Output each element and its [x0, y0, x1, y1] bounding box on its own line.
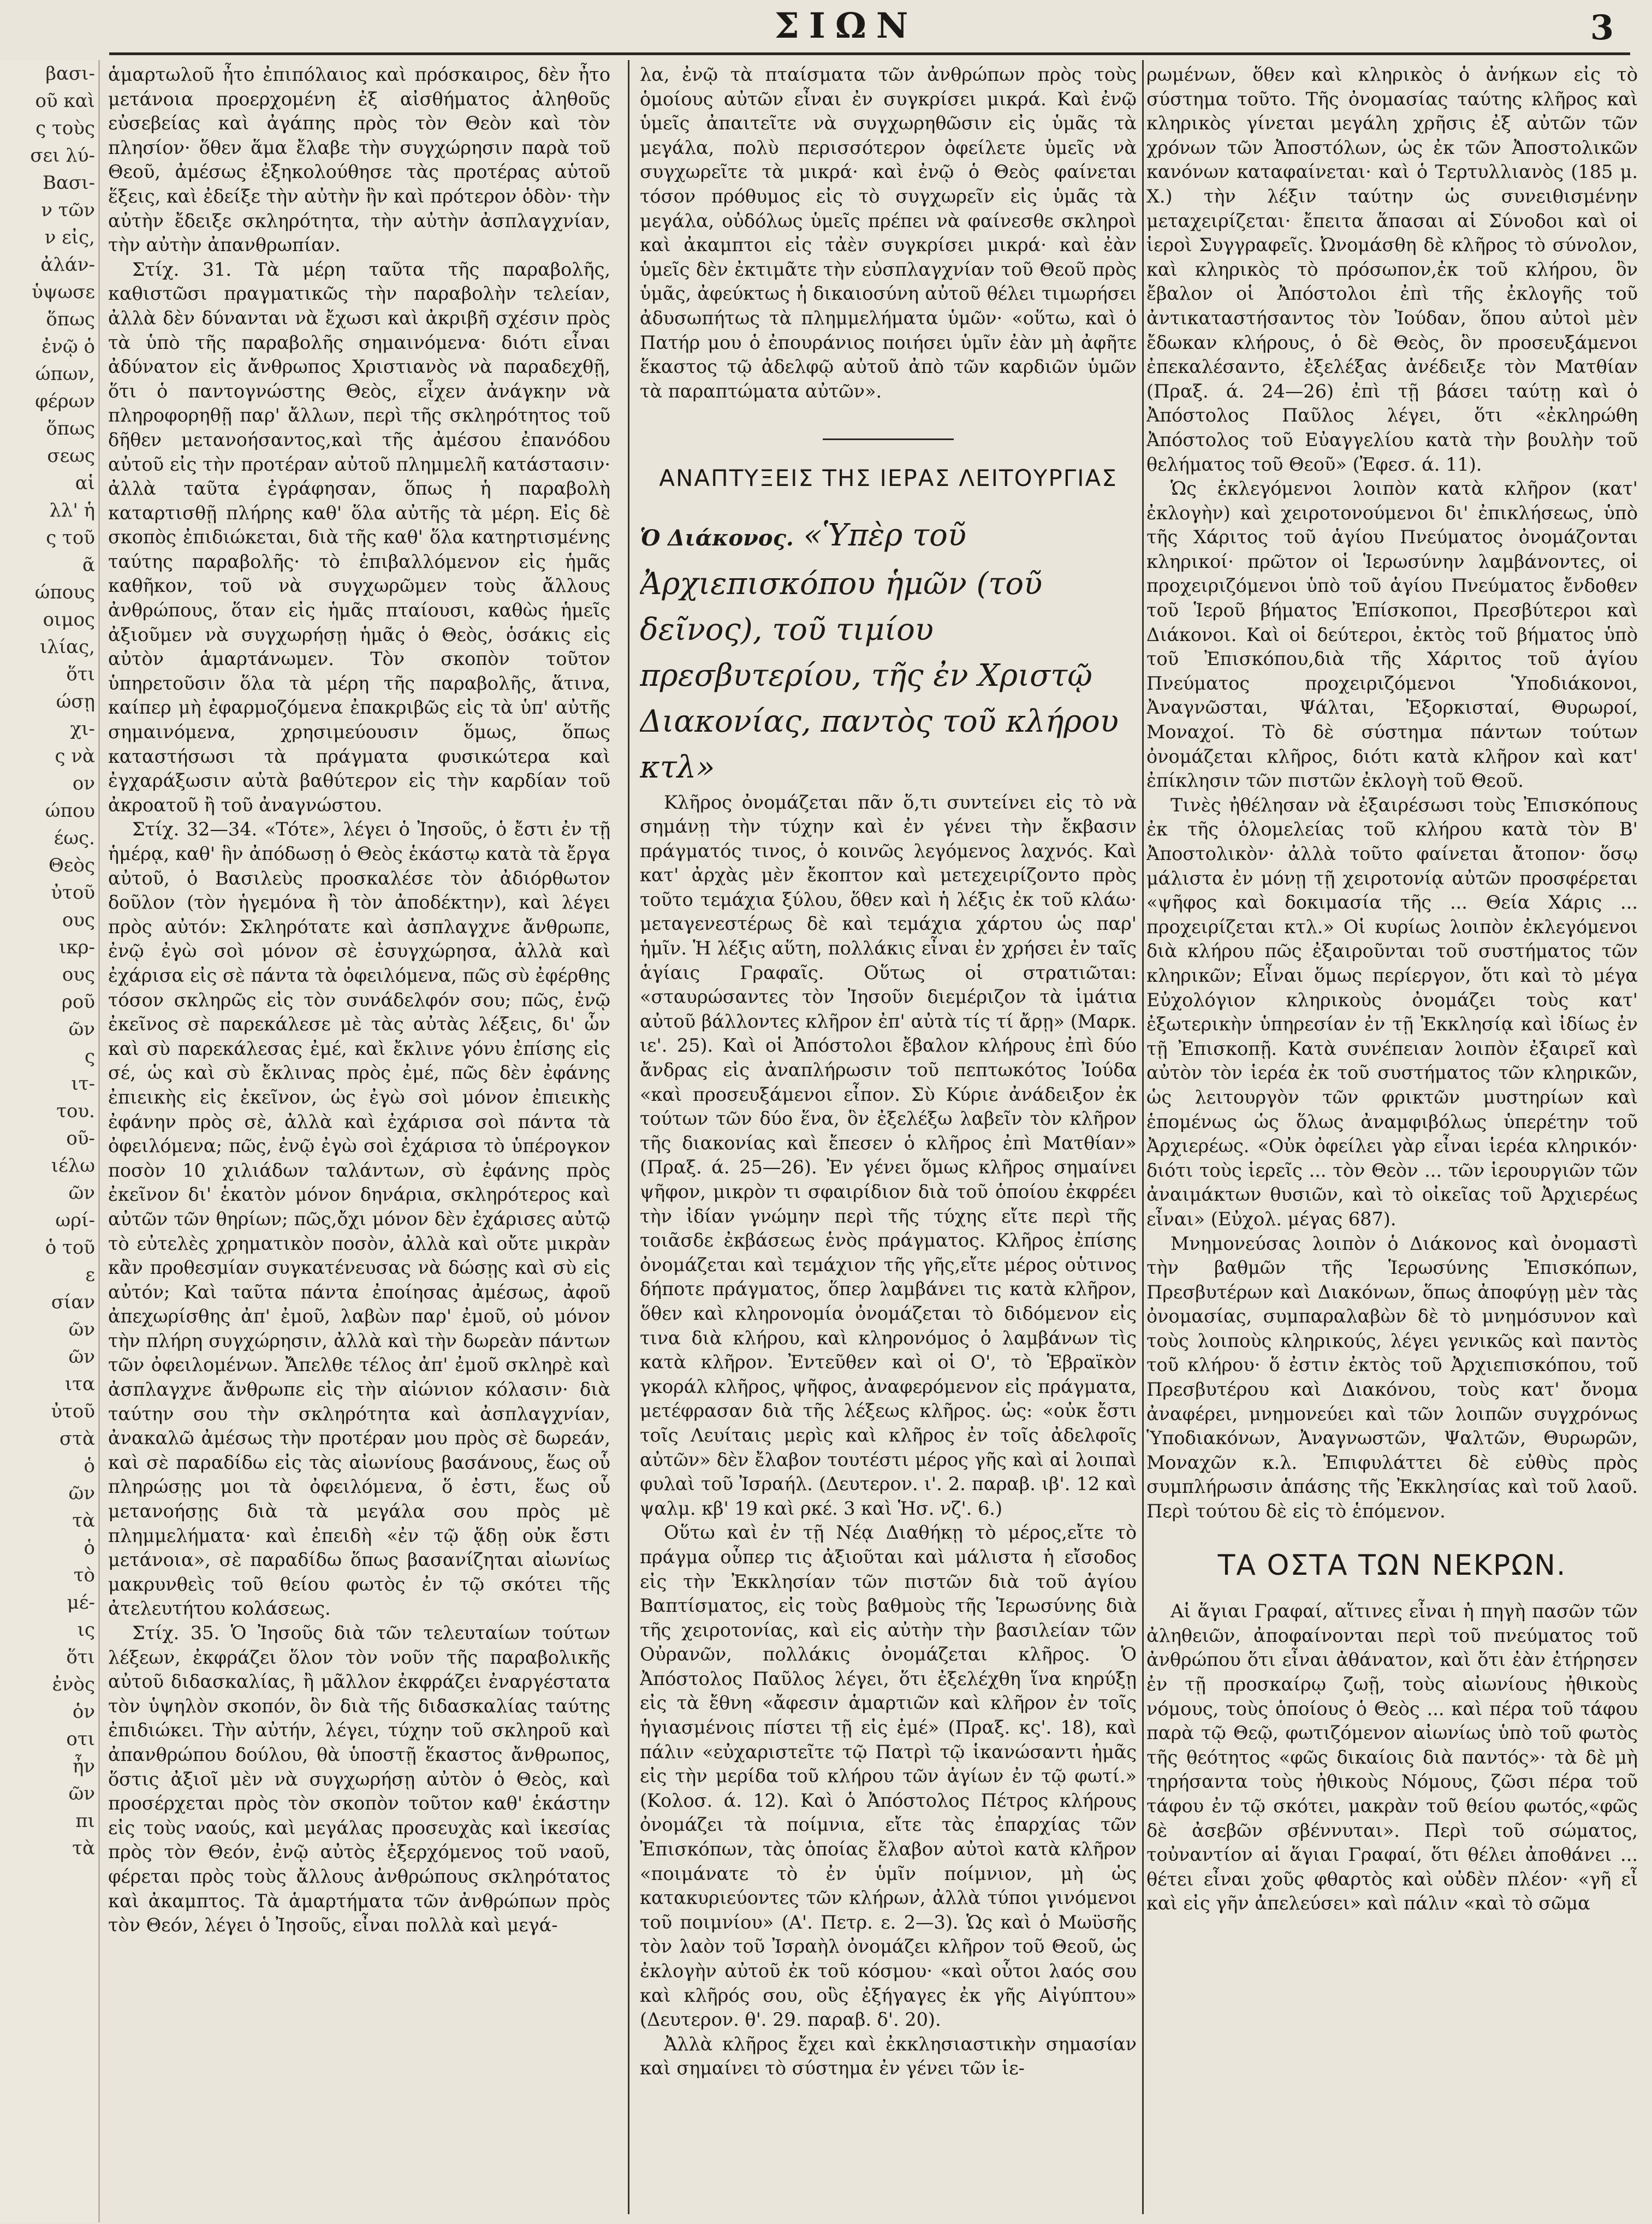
liturgy-section-heading: ΑΝΑΠΤΥΞΕΙΣ ΤΗΣ ΙΕΡΑΣ ΛΕΙΤΟΥΡΓΙΑΣ [659, 464, 1118, 491]
margin-fragment: βασι- [45, 63, 95, 85]
margin-fragment: ς [84, 1046, 95, 1067]
margin-fragment: του. [56, 1100, 95, 1122]
margin-fragment: ώπων, [35, 363, 95, 385]
margin-fragment: σίαν [51, 1291, 95, 1313]
col2-paragraph: λα, ἐνῷ τὰ πταίσματα τῶν ἀνθρώπων πρὸς τοὺς ὁμοίους αὐτῶν εἶναι ἐν συγκρίσει μικρά. Καὶ ἐνῷ ὑμεῖς ἀπαιτεῖτε νὰ συγχωρηθῶσιν εἰς ὑμᾶς τὰ μεγάλα, πολὺ περισσότερον ὀφείλετε ὑμεῖς νὰ συγχωρεῖτε τὰ μικρά· καὶ ἐνῷ ὁ Θεὸς φαίνεται τόσον πρόθυμος εἰς τὸ συγχωρεῖν εἰς ὑμᾶς τὰ μεγάλα, οὐδόλως ὑμεῖς πρέπει νὰ φαίνεσθε σκληροὶ καὶ ἀκαμπτοι εἰς τἀὲν συγκρίσει μικρά· καὶ ἐὰν ὑμεῖς δὲν ἐκτιμᾶτε τὴν εὐσπλαγχνίαν τοῦ Θεοῦ πρὸς ὑμᾶς, ἀφεύκτως ἡ δικαιοσύνη αὐτοῦ θέλει τιμωρήσει ἀδυσωπήτως τὰ πλημμελήματα ὑμῶν· «οὕτω, καὶ ὁ Πατήρ μου ὁ ἐπουράνιος ποιήσει ὑμῖν ἐὰν μὴ ἀφῆτε ἕκαστος τῷ ἀδελφῷ αὐτοῦ ἀπὸ τῶν καρδιῶν ὑμῶν τὰ παραπτώματα αὐτῶν». [640, 64, 1137, 402]
margin-fragment: ιτ- [71, 1073, 95, 1095]
margin-fragment: οῦ καὶ [35, 90, 95, 112]
margin-fragment: λλ' ἡ [49, 500, 95, 521]
margin-fragment: ἀλάν- [40, 254, 95, 276]
col3-paragraph: Τινὲς ἠθέλησαν νὰ ἐξαιρέσωσι τοὺς Ἐπισκόπους ἐκ τῆς ὁλομελείας τοῦ κλήρου κατὰ τὸν Β' Ἀποστολικὸν· ἀλλὰ τοῦτο φαίνεται ἄτοπον· ὅσῳ μάλιστα ἐν μόνῃ τῇ χειροτονίᾳ αὐτῶν προσφέρεται «ψῆφος καὶ δοκιμασία τῆς ... Θεία Χάρις ... προχειρίζεται κτλ.» Οἱ κυρίως λοιπὸν ἐκλεγόμενοι διὰ κλήρου πῶς ἐξαιροῦνται τοῦ συστήματος τῶν κληρικῶν; Εἶναι ὅμως περίεργον, ὅτι καὶ τὸ μέγα Εὐχολόγιον κληρικοὺς ὀνομάζει τοὺς κατ' ἐξωτερικὴν ὑπηρεσίαν ἐν τῇ Ἐκκλησίᾳ καὶ ἰδίως ἐν τῇ Ἐπισκοπῇ. Κατὰ συνέπειαν λοιπὸν ἐξαιρεῖ καὶ αὐτὸν τὸν ἱερέα ἐκ τοῦ συστήματος τῶν κληρικῶν, ὡς λειτουργὸν τῶν φρικτῶν μυστηρίων καὶ ἑπομένως ὡς ὅλως ἀναμφιβόλως ὑπερέτην τοῦ Ἀρχιερέως. «Οὐκ ὀφείλει γὰρ εἶναι ἱερέα κληρικόν· διότι τοὺς ἱερεῖς ... τὸν Θεὸν ... τῶν ἱερουργιῶν τῶν ἀναιμάκτων θυσιῶν, καὶ τὸ οἰκεῖας τοῦ Ἀρχιερέως εἶναι» (Εὐχολ. μέγας 687). [1146, 794, 1638, 1230]
margin-fragment: ῶν [68, 1018, 95, 1040]
page-header [22, 5, 1630, 52]
margin-fragment: μέ- [67, 1592, 95, 1614]
column-divider-2 [1142, 60, 1144, 2214]
col1-paragraph: Στίχ. 35. Ὁ Ἰησοῦς διὰ τῶν τελευταίων τούτων λέξεων, ἐκφράζει ὅλον τὸν νοῦν τῆς παραβολικῆς αὐτοῦ διδασκαλίας, ἢ μᾶλλον ἐκφράζει ἐναργέστατα τὸν ὑψηλὸν σκοπόν, ὃν διὰ τῆς διδασκαλίας ταύτης ἐπιδιώκει. Τὴν αὐτήν, λέγει, τύχην τοῦ σκληροῦ καὶ ἀπανθρώπου δούλου, θὰ ὑποστῇ ἕκαστος ἄνθρωπος, ὅστις ἀξιοῖ μὲν νὰ συγχωρήσῃ αὐτὸν ὁ Θεὸς, καὶ προσέρχεται πρὸς τὸν σκοπὸν τοῦτον καθ' ἑκάστην εἰς τοὺς ναούς, καὶ μεγάλας προσευχὰς καὶ ἱκεσίας πρὸς τὸν Θεόν, ἐνῷ αὐτὸς ἐξερχόμενος τοῦ ναοῦ, φέρεται πρὸς τοὺς ἄλλους ἀνθρώπους σκληρότατος καὶ ἀκαμπτος. Τὰ ἁμαρτήματα τῶν ἀνθρώπων πρὸς τὸν Θεόν, λέγει ὁ Ἰησοῦς, εἶναι πολλὰ καὶ μεγά- [108, 1622, 610, 1936]
margin-fragment: τὰ [72, 1510, 95, 1532]
margin-fragment: ὅπως [46, 418, 95, 440]
margin-fragment: τὸ [73, 1564, 95, 1586]
margin-fragment: ικρ- [58, 936, 95, 958]
col1-paragraph: Στίχ. 31. Τὰ μέρη ταῦτα τῆς παραβολῆς, καθιστῶσι πραγματικῶς τὴν παραβολὴν τελείαν, ἀλλὰ δὲν δύνανται νὰ ἔχωσι καὶ ἀκριβῆ σχέσιν πρὸς τὰ ὑπὸ τῆς παραβολῆς σημαινόμενα· διότι εἶναι ἀδύνατον εἰς ἄνθρωπος Χριστιανὸς νὰ παραδεχθῇ, ὅτι ὁ παντογνώστης Θεὸς, εἶχεν ἀνάγκην νὰ πληροφορηθῇ παρ' ἄλλων, περὶ τῆς σκληρότητος τοῦ δῆθεν μετανοήσαντος,καὶ τῆς ἀμέσου ἐπανόδου αὐτοῦ εἰς τὴν προτέραν αὐτοῦ πλημμελῆ κατάστασιν· ἀλλὰ ταῦτα ἐγράφησαν, ὅπως ἡ παραβολὴ καταρτισθῇ πλήρης καθ' ὅλα αὐτῆς τὰ μέρη. Εἰς δὲ σκοπὸς ἐπιδιώκεται, διὰ τῆς καθ' ὅλα κατηρτισμένης ταύτης παραβολῆς· τὸ ἐπιβαλλόμενον εἰς ἡμᾶς καθῆκον, τοῦ νὰ συγχωρῶμεν τοὺς ἄλλους ἀνθρώπους, ὅταν εἰς ἡμᾶς πταίουσι, καθὼς ἡμεῖς ἀξιοῦμεν νὰ συγχωρήσῃ ἡμᾶς ὁ Θεὸς, ὁσάκις εἰς αὐτὸν ἁμαρτάνωμεν. Τὸν σκοπὸν τοῦτον ὑπηρετοῦσιν ὅλα τὰ μέρη τῆς παραβολῆς, ἅτινα, καίπερ μὴ ἐφαρμοζόμενα ἐπακριβῶς εἰς τὰ ὑπ' αὐτῆς σημαινόμενα, χρησιμεύουσιν ὅμως, ὅπως καταστήσωσι τὰ πράγματα φυσικώτερα καὶ ἐγχαράξωσιν αὐτὰ βαθύτερον εἰς τὴν καρδίαν τοῦ ἀκροατοῦ ἢ τοῦ ἀναγνώστου. [108, 258, 610, 816]
margin-fragment: ῶν [68, 1482, 95, 1504]
margin-fragment: Βασι- [43, 172, 95, 194]
margin-fragment: ους [62, 909, 95, 931]
margin-fragment: Θεὸς [49, 855, 95, 876]
margin-fragment: ον [72, 773, 95, 794]
margin-fragment: οιμος [43, 609, 95, 631]
margin-fragment: πι [75, 1810, 95, 1832]
margin-fragment: ώπου [45, 800, 95, 822]
col1-paragraph: ἁμαρτωλοῦ ἦτο ἐπιπόλαιος καὶ πρόσκαιρος, δὲν ἦτο μετάνοια προερχομένη ἐξ αἰσθήματος ἀληθοῦς εὐσεβείας καὶ ἀγάπης πρὸς τὸν Θεὸν καὶ τὸν πλησίον· ὅθεν ἅμα ἔλαβε τὴν συγχώρησιν παρὰ τοῦ Θεοῦ, ἀμέσως ἐξηκολούθησε τὰς προτέρας αὑτοῦ ἕξεις, καὶ ἐδείξε τὴν αὐτὴν ἣν καὶ πρότερον ὁδὸν· τὴν αὐτὴν ἔδειξε σκληρότητα, τὴν αὐτὴν ἀσπλαγχνίαν, τὴν αὐτὴν ἀπανθρωπίαν. [108, 64, 610, 256]
margin-fragment: ους [62, 964, 95, 986]
col3-paragraph: Ὡς ἐκλεγόμενοι λοιπὸν κατὰ κλῆρον (κατ' ἐκλογὴν) καὶ χειροτονούμενοι δι' ἐπικλήσεως, ὑπὸ τῆς Χάριτος τοῦ ἁγίου Πνεύματος ὀνομάζονται κληρικοί· πρῶτον οἱ Ἱερωσύνην λαμβάνοντες, οἱ προχειριζόμενοι ὑπὸ τοῦ ἁγίου Πνεύματος ἔνδοθεν τοῦ Ἱεροῦ βήματος Ἐπίσκοποι, Πρεσβύτεροι καὶ Διάκονοι. Καὶ οἱ δεύτεροι, ἐκτὸς τοῦ βήματος ὑπὸ τοῦ Ἐπισκόπου,διὰ τῆς Χάριτος τοῦ ἁγίου Πνεύματος προχειριζόμενοι Ὑποδιάκονοι, Ἀναγνῶσται, Ψάλται, Ἐξορκισταί, Θυρωροί, Μοναχοί. Τὸ δὲ σύστημα πάντων τούτων ὀνομάζεται κλῆρος, διότι κατὰ κλῆρον καὶ κατ' ἐπίκλησιν τῶν πιστῶν ἐκλογὴ τοῦ Θεοῦ. [1146, 478, 1638, 792]
margin-fragment: ῶν [68, 1346, 95, 1368]
section-divider [640, 422, 1137, 447]
margin-fragment: ῶν [68, 1182, 95, 1204]
margin-fragment: ἐνὸς [52, 1674, 95, 1695]
margin-fragment: σει λύ- [30, 145, 95, 167]
margin-fragment: ωρί- [55, 1209, 95, 1231]
margin-fragment: ἦν [72, 1756, 95, 1777]
litany-quote-text: «Ὑπὲρ τοῦ Ἀρχιεπισκόπου ἡμῶν (τοῦ δεῖνος), τοῦ τιμίου πρεσβυτερίου, τῆς ἐν Χριστῷ Διακονίας, παντὸς τοῦ κλήρου κτλ» [640, 517, 1119, 785]
margin-fragment: ὁν [72, 1701, 95, 1723]
col2-paragraph: Οὕτω καὶ ἐν τῇ Νέᾳ Διαθήκῃ τὸ μέρος,εἴτε τὸ πράγμα οὗπερ τις ἀξιοῦται καὶ μάλιστα ἡ εἴσοδος εἰς τὴν Ἐκκλησίαν τῶν πιστῶν διὰ τοῦ ἁγίου Βαπτίσματος, εἰς τοὺς βαθμοὺς τῆς Ἱερωσύνης διὰ τῆς χειροτονίας, καὶ εἰς αὐτὴν τὴν βασιλείαν τῶν Οὐρανῶν, πολλάκις ὀνομάζεται κλῆρος. Ὁ Ἀπόστολος Παῦλος λέγει, ὅτι ἐξελέχθη ἵνα κηρύξῃ εἰς τὰ ἔθνη «ἄφεσιν ἁμαρτιῶν καὶ κλῆρον ἐν τοῖς ἡγιασμένοις πίστει τῇ εἰς ἐμέ» (Πραξ. κς'. 18), καὶ πάλιν «εὐχαριστεῖτε τῷ Πατρὶ τῷ ἱκανώσαντι ἡμᾶς εἰς τὴν μερίδα τοῦ κλήρου τῶν ἁγίων ἐν τῷ φωτί.» (Κολοσ. ά. 12). Καὶ ὁ Ἀπόστολος Πέτρος κλήρους ὀνομάζει τὰ ποίμνια, εἴτε τὰς ἐπαρχίας τῶν Ἐπισκόπων, τὰς ὁποίας ἔλαβον αὐτοὶ κατὰ κλῆρον «ποιμάνατε τὸ ἐν ὑμῖν ποίμνιον, μὴ ὡς κατακυριεύοντες τῶν κλήρων, ἀλλὰ τύποι γινόμενοι τοῦ ποιμνίου» (Α'. Πετρ. ε. 2—3). Ὡς καὶ ὁ Μωϋσῆς τὸν λαὸν τοῦ Ἰσραὴλ ὀνομάζει κλῆρον τοῦ Θεοῦ, ὡς ἐκλογὴν αὐτοῦ ἐκ τοῦ κόσμου· «καὶ οὗτοι λαός σου καὶ κλῆρός σου, οὓς ἐξήγαγες ἐκ γῆς Αἰγύπτου» (Δευτερον. θ'. 29. παραβ. δ'. 20). [640, 1522, 1137, 2031]
margin-fragment: στὰ [60, 1428, 95, 1450]
margin-fragment: ις [77, 1619, 95, 1641]
margin-fragment: ῶν [68, 1319, 95, 1341]
margin-fragment: οῦ- [66, 1128, 95, 1149]
col3-paragraph: ρωμένων, ὅθεν καὶ κληρικὸς ὁ ἀνήκων εἰς τὸ σύστημα τοῦτο. Τῆς ὀνομασίας ταύτης κλῆρος καὶ κληρικὸς γίνεται μεγάλη χρῆσις ἐξ αὐτῶν τῶν χρόνων τῶν Ἀποστόλων, ὡς ἐκ τῶν Ἀποστολικῶν κανόνων καταφαίνεται· καὶ ὁ Τερτυλλιανὸς (185 μ. Χ.) τὴν λέξιν ταύτην ὡς συνειθισμένην μεταχειρίζεται· ἔπειτα ἅπασαι αἱ Σύνοδοι καὶ οἱ ἱεροὶ Συγγραφεῖς. Ὠνομάσθη δὲ κλῆρος τὸ σύνολον, καὶ κληρικὸς τὸ πρόσωπον,ἐκ τοῦ κλήρου, ὃν ἔβαλον οἱ Ἀπόστολοι ἐπὶ τῆς ἐκλογῆς τοῦ ἀντικαταστήσαντος τὸν Ἰούδαν, ὅπου αὐτοὶ μὲν ἔδωκαν κλήρους, ὁ δὲ Θεὸς, ὃν προσευξάμενοι ἐπεκαλέσαντο, ἐξελέξας ἀνέδειξε τὸν Ματθίαν (Πραξ. ά. 24—26) ἐπὶ τῇ βάσει ταύτῃ καὶ ὁ Ἀπόστολος Παῦλος λέγει, ὅτι «ἐκληρώθη Ἀπόστολος τοῦ Εὐαγγελίου κατὰ τὴν βουλὴν τοῦ θελήματος τοῦ Θεοῦ» (Ἐφεσ. ά. 11). [1146, 64, 1638, 475]
col3-paragraph: Αἱ ἅγιαι Γραφαί, αἵτινες εἶναι ἡ πηγὴ πασῶν τῶν ἀληθειῶν, ἀποφαίνονται περὶ τοῦ πνεύματος τοῦ ἀνθρώπου ὅτι εἶναι ἀθάνατον, καὶ ὅτι ἐὰν ἐτήρησεν ἐν τῇ προσκαίρῳ ζωῇ, τοὺς αἰωνίους ἠθικοὺς νόμους, τοὺς ὁποίους ὁ Θεὸς ... καὶ πέρα τοῦ τάφου παρὰ τῷ Θεῷ, φωτιζόμενον αἰωνίως ὑπὸ τοῦ φωτὸς τῆς θεότητος «φῶς δικαίοις διὰ παντός»· τὰ δὲ μὴ τηρήσαντα τοὺς ἠθικοὺς Νόμους, ζῶσι πέρα τοῦ τάφου ἐν τῷ σκότει, μακρὰν τοῦ θείου φωτός,«φῶς δὲ ἀσεβῶν σβέννυται». Περὶ τοῦ σώματος, τοὐναντίον αἱ ἅγιαι Γραφαί, ὅτι θέλει ἀποθάνει ... θέτει εἶναι χοῦς φθαρτὸς καὶ οὐδὲν πλέον· «γῆ εἶ καὶ εἰς γῆν ἀπελεύσει» καὶ πάλιν «καὶ τὸ σῶμα [1146, 1600, 1638, 1914]
margin-fragment: ὅτι [66, 1646, 95, 1668]
margin-fragment: ώσῃ [56, 691, 95, 713]
deacon-litany-quote [640, 513, 1137, 791]
margin-fragment: σεως [47, 445, 95, 467]
col3-paragraph: Μνημονεύσας λοιπὸν ὁ Διάκονος καὶ ὀνομαστὶ τὴν βαθμῶν τῆς Ἱερωσύνης Ἐπισκόπων, Πρεσβυτέρων καὶ Διακόνων, ὅπως ἀποφύγῃ μὲν τὰς ὀνομασίας, συμπαραλαβὼν δὲ τὸ μνημόσυνον καὶ τοὺς λοιποὺς κληρικούς, λέγει γενικῶς καὶ παντὸς τοῦ κλήρου· ὅ ἐστιν ἐκτὸς τοῦ Ἀρχιεπισκόπου, τοῦ Πρεσβυτέρου καὶ Διακόνου, τοὺς κατ' ὄνομα ἀναφέρει, μνημονεύει καὶ τῶν λοιπῶν συγχρόνως Ὑποδιακόνων, Ἀναγνωστῶν, Ψαλτῶν, Θυρωρῶν, Μοναχῶν κ.λ. Ἐπιφυλάττει δὲ εὐθὺς πρὸς συμπλήρωσιν ἁπάσης τῆς Ἐκκλησίας καὶ τοῦ λαοῦ. Περὶ τούτου δὲ εἰς τὸ ἑπόμενον. [1146, 1232, 1638, 1522]
margin-fragment: ὐτοῦ [51, 1401, 95, 1422]
margin-fragment: ν εἰς, [44, 227, 95, 248]
col1-paragraph: Στίχ. 32—34. «Τότε», λέγει ὁ Ἰησοῦς, ὁ ἔστι ἐν τῇ ἡμέρᾳ, καθ' ἣν ἀπόδωσῃ ὁ Θεὸς ἑκάστῳ κατὰ τὰ ἔργα αὐτοῦ, ὁ Βασιλεὺς προσκαλέσε τὸν ἀδιόρθωτον δοῦλον (τὸν ἡγεμόνα ἢ τὸν ἀποδέκτην), καὶ λέγει πρὸς αὐτόν: Σκληρότατε καὶ ἀσπλαγχνε ἄνθρωπε, ἐνῷ ἐγὼ σοὶ μόνον σὲ ἐσυγχώρησα, ἀλλὰ καὶ ἐχάρισα εἰς σὲ πάντα τὰ ὀφειλόμενα, πῶς σὺ ἐφέρθης τόσον σκληρῶς εἰς τὸν συνάδελφόν σου; πῶς, ἐνῷ ἐκεῖνος σὲ παρεκάλεσε μὲ τὰς αὐτὰς λέξεις, δι' ὧν καὶ σὺ παρεκάλεσας ἐμέ, καὶ ἔκλινε γόνυ ἐπίσης εἰς σέ, ὡς καὶ σὺ ἔκλινας πρὸς ἐμέ, πῶς δὲν ἐφάνης ἐπιεικὴς εἰς ἐκεῖνον, ὡς ἐγὼ σοὶ μόνον ἐπιεικὴς ἐφάνην πρὸς σὲ, ἀλλὰ καὶ ἐχάρισα σοὶ πάντα τὰ ὀφειλόμενα; πῶς, ἐνῷ ἐγὼ σοὶ ἐχάρισα τὸ ὑπέρογκον ποσὸν 10 χιλιάδων ταλάντων, σὺ ἐφάνης πρὸς ἐκεῖνον δι' ἑκατὸν μόνον δηνάρια, σκληρότερος καὶ αὐτῶν τῶν θηρίων; πῶς,ὄχι μόνον δὲν ἐχάρισες αὐτῷ τὸ εὐτελὲς χρηματικὸν ποσὸν, ἀλλὰ καὶ οὔτε μικρὰν κἂν προθεσμίαν συγκατένευσας νὰ δώσῃς καὶ σὺ εἰς αὐτόν; Καὶ ταῦτα πάντα ἐποίησας ἀμέσως, ἀφοῦ ἀπεχωρίσθης ἀπ' ἐμοῦ, λαβὼν παρ' ἐμοῦ, οὐ μόνον τὴν πλήρη συγχώρησιν, ἀλλὰ καὶ τὴν δωρεὰν πάντων τῶν ὀφειλομένων. Ἄπελθε τέλος ἀπ' ἐμοῦ σκληρὲ καὶ ἀσπλαγχνε ἄνθρωπε εἰς τὴν αἰώνιον κόλασιν· διὰ ταύτην σου τὴν σκληρότητα καὶ ἀσπλαγχνίαν, ἀνακαλῶ ἀμέσως τὴν προτέραν μου πρὸς σὲ δωρεάν, καὶ σὲ παραδίδω εἰς τὰς αἰωνίους βασάνους, ἕως οὗ πληρώσῃς μοι τὰ ὀφειλόμενα, ὅ ἐστι, ἕως οὗ μετανοήσῃς διὰ τὰ μεγάλα σου πρὸς μὲ πλημμελήματα· καὶ ἐπειδὴ «ἐν τῷ ᾅδῃ οὐκ ἔστι μετάνοια», σὲ παραδίδω ὅπως βασανίζηται αἰωνίως μακρυνθεὶς τοῦ θείου φωτὸς ἐν τῷ σκότει τῆς ἀτελευτήτου κολάσεως. [108, 819, 610, 1620]
bones-section-heading: ΤΑ ΟΣΤΑ ΤΩΝ ΝΕΚΡΩΝ. [1217, 1549, 1567, 1582]
previous-page-margin [0, 60, 100, 2222]
margin-fragment: ιέλω [51, 1155, 95, 1177]
page-number: 3 [1590, 8, 1614, 48]
margin-fragment: ς τοῦ [46, 527, 95, 549]
margin-fragment: ώπους [34, 582, 95, 603]
margin-fragment: ὑψωσε [32, 281, 95, 303]
margin-fragment: ὁ [84, 1537, 95, 1559]
margin-fragment: ἐνῷ ὁ [41, 336, 95, 358]
margin-fragment: ιλίας, [39, 636, 95, 658]
margin-fragment: ὅτι [66, 663, 95, 685]
margin-fragment: έως. [54, 827, 95, 849]
margin-fragment: ὐτοῦ [51, 882, 95, 904]
margin-fragment: ὁ [84, 1455, 95, 1477]
masthead-title: ΣΙΩΝ [774, 5, 918, 46]
margin-fragment: ᾶ [82, 554, 95, 576]
margin-fragment: ιτα [64, 1373, 95, 1395]
margin-fragment: τὰ [72, 1837, 95, 1859]
margin-fragment: ε [85, 1264, 95, 1286]
column-3 [1146, 63, 1638, 2214]
margin-fragment: φέρων [35, 390, 95, 412]
deacon-label: Ὁ Διάκονος. [640, 525, 794, 551]
column-divider-1 [628, 60, 629, 2214]
margin-fragment: αἱ [75, 472, 95, 494]
margin-fragment: ς νὰ [55, 745, 95, 767]
column-2 [640, 63, 1137, 2214]
margin-fragment: ὁ τοῦ [45, 1237, 95, 1259]
margin-fragment: χι- [70, 718, 95, 740]
margin-fragment: ῶν [68, 1783, 95, 1805]
margin-fragment: οτι [66, 1728, 95, 1750]
header-rule [109, 52, 1630, 55]
margin-fragment: ροῦ [61, 991, 95, 1013]
column-1 [108, 63, 610, 2214]
col2-paragraph: Κλῆρος ὀνομάζεται πᾶν ὅ,τι συντείνει εἰς τὸ νὰ σημάνῃ τὴν τύχην καὶ ἐν γένει τὴν ἔκβασιν πράγματός τινος, ὁ κοινῶς λεγόμενος λαχνός. Καὶ κατ' ἀρχὰς μὲν ἔκοπτον καὶ μετεχειρίζοντο πρὸς τοῦτο τεμάχια ξύλου, ὅθεν καὶ ἡ λέξις ἐκ τοῦ κλάω· μεταγενεστέρως δὲ καὶ τεμάχια χάρτου ὡς παρ' ἡμῖν. Ἡ λέξις αὕτη, πολλάκις εἶναι ἐν χρήσει ἐν ταῖς ἁγίαις Γραφαῖς. Οὕτως οἱ στρατιῶται: «σταυρώσαντες τὸν Ἰησοῦν διεμέριζον τὰ ἱμάτια αὐτοῦ βάλλοντες κλῆρον ἐπ' αὐτὰ τίς τί ἄρῃ» (Μαρκ. ιε'. 25). Καὶ οἱ Ἀπόστολοι ἔβαλον κλήρους ἐπὶ δύο ἄνδρας εἰς ἀναπλήρωσιν τοῦ πεπτωκότος Ἰούδα «καὶ προσευξάμενοι εἶπον. Σὺ Κύριε ἀνάδειξον ἐκ τούτων τῶν δύο ἕνα, ὃν ἐξελέξω λαβεῖν τὸν κλῆρον τῆς διακονίας καὶ ἔπεσεν ὁ κλῆρος ἐπὶ Ματθίαν» (Πραξ. ά. 25—26). Ἐν γένει ὅμως κλῆρος σημαίνει ψῆφον, μικρὸν τι σφαιρίδιον διὰ τοῦ ὁποίου ἐκφρέει τὴν ἰδίαν γνώμην περὶ τῆς τύχης εἴτε περὶ τῆς τοιᾶσδε ἐκβάσεως ἑνὸς πράγματος. Κλῆρος ἐπίσης ὀνομάζεται καὶ τεμάχιον τῆς γῆς,εἴτε μέρος οὑτινος δήποτε πράγματος, ὅπερ λαμβάνει τις κατὰ κλῆρον, ὅθεν καὶ κληρονομία ὀνομάζεται τὸ διδόμενον εἰς τινα διὰ κλήρου, καὶ κληρονόμος ὁ λαμβάνων τὶς κατὰ κλῆρον. Ἐντεῦθεν καὶ οἱ Ο', τὸ Ἑβραϊκὸν γκοράλ κλῆρος, ψῆφος, ἀναφερόμενον εἰς πράγματα, μετέφρασαν διὰ τῆς λέξεως κλῆρος. ὡς: «οὐκ ἔστι τοῖς Λευίταις μερὶς καὶ κλῆρος ἐν τοῖς ἀδελφοῖς αὐτῶν» δὲν ἔλαβον τουτέστι μέρος γῆς καὶ αἱ λοιπαὶ φυλαὶ τοῦ Ἰσραήλ. (Δευτερον. ι'. 2. παραβ. ιβ'. 12 καὶ ψαλμ. κβ' 19 καὶ ρκέ. 3 καὶ Ἡσ. νζ'. 6.) [640, 791, 1137, 1519]
margin-fragment: ς τοὺς [35, 117, 95, 139]
margin-fragment: ὅπως [46, 309, 95, 330]
col2-paragraph: Ἀλλὰ κλῆρος ἔχει καὶ ἐκκλησιαστικὴν σημασίαν καὶ σημαίνει τὸ σύστημα ἐν γένει τῶν ἱε- [640, 2033, 1137, 2079]
margin-fragment: ν τῶν [41, 199, 95, 221]
